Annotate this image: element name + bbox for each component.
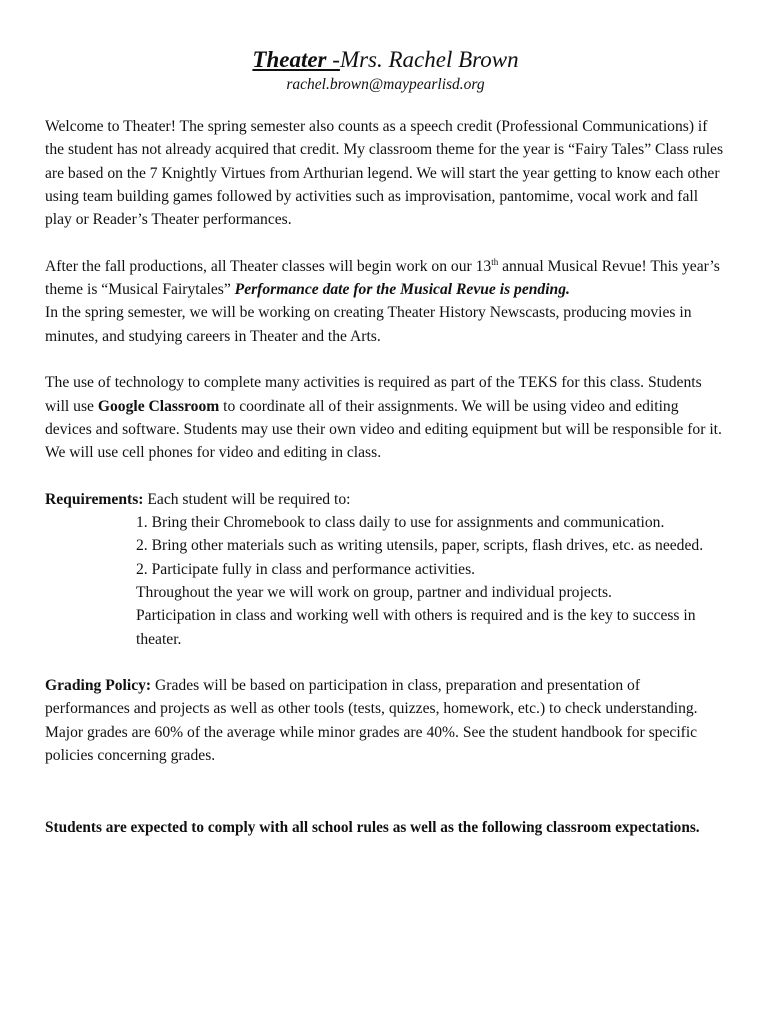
- revue-text: After the fall productions, all Theater classes will begin work on our 13: [45, 257, 492, 275]
- technology-text: The use of technology to complete many activities is required as part of the TEKS for this class. Students will use: [45, 374, 702, 415]
- ordinal-suffix: th: [491, 256, 499, 267]
- technology-paragraph: [45, 371, 726, 464]
- google-classroom-label: Google Classroom: [97, 397, 220, 415]
- course-subject: Theater: [252, 47, 327, 72]
- revue-text-cont: annual Musical Revue! This year’s theme is “Musical Fairytales”: [45, 257, 720, 299]
- list-item: 2. Bring other materials such as writing utensils, paper, scripts, flash drives, etc. as needed.: [136, 537, 704, 555]
- performance-date-note: Performance date for the Musical Revue is pending.: [234, 281, 570, 299]
- requirements-heading: [45, 488, 726, 511]
- technology-text-cont: to coordinate all of their assignments. We will be using video and editing devices and software. Students may use their own video and editing equipment but will be responsible for it. We will use cell phones for video and editing in class.: [45, 397, 722, 462]
- document-header: [45, 0, 726, 96]
- grading-paragraph: [45, 674, 726, 721]
- list-item: 1. Bring their Chromebook to class daily to use for assignments and communication.: [136, 514, 665, 532]
- revue-paragraph: [45, 255, 726, 302]
- requirements-label: Requirements:: [45, 490, 144, 508]
- expectations-statement: Students are expected to comply with all school rules as well as the following classroom expectations.: [45, 819, 700, 837]
- spring-semester-paragraph: In the spring semester, we will be working on creating Theater History Newscasts, producing movies in minutes, and studying careers in Theater and the Arts.: [45, 304, 692, 345]
- projects-note: Throughout the year we will work on group, partner and individual projects.: [136, 583, 612, 601]
- teacher-name: Mrs. Rachel Brown: [339, 47, 519, 72]
- list-item: 2. Participate fully in class and performance activities.: [136, 560, 476, 578]
- grading-text: Grades will be based on participation in class, preparation and presentation of performances and projects as well as other tools (tests, quizzes, homework, etc.) to check understanding.: [45, 677, 698, 718]
- grade-weights: Major grades are 60% of the average while minor grades are 40%. See the student handbook for specific policies concerning grades.: [45, 723, 698, 765]
- intro-paragraph: Welcome to Theater! The spring semester also counts as a speech credit (Professional Communications) if the student has not already acquired that credit. My classroom theme for the year is “Fairy Tales” Class rules are based on the 7 Knightly Virtues from Arthurian legend. We will start the year getting to know each other using team building games followed by activities such as improvisation, pantomime, vocal work and fall play or Reader’s Theater performances.: [45, 118, 724, 229]
- requirements-list: [45, 511, 726, 651]
- grading-label: Grading Policy:: [45, 677, 152, 695]
- title-dash: -: [326, 47, 340, 72]
- requirements-intro: Each student will be required to:: [143, 490, 351, 508]
- participation-note: Participation in class and working well with others is required and is the key to success in theater.: [136, 607, 696, 648]
- teacher-email: rachel.brown@maypearlisd.org: [286, 76, 485, 93]
- page-title: [45, 46, 726, 74]
